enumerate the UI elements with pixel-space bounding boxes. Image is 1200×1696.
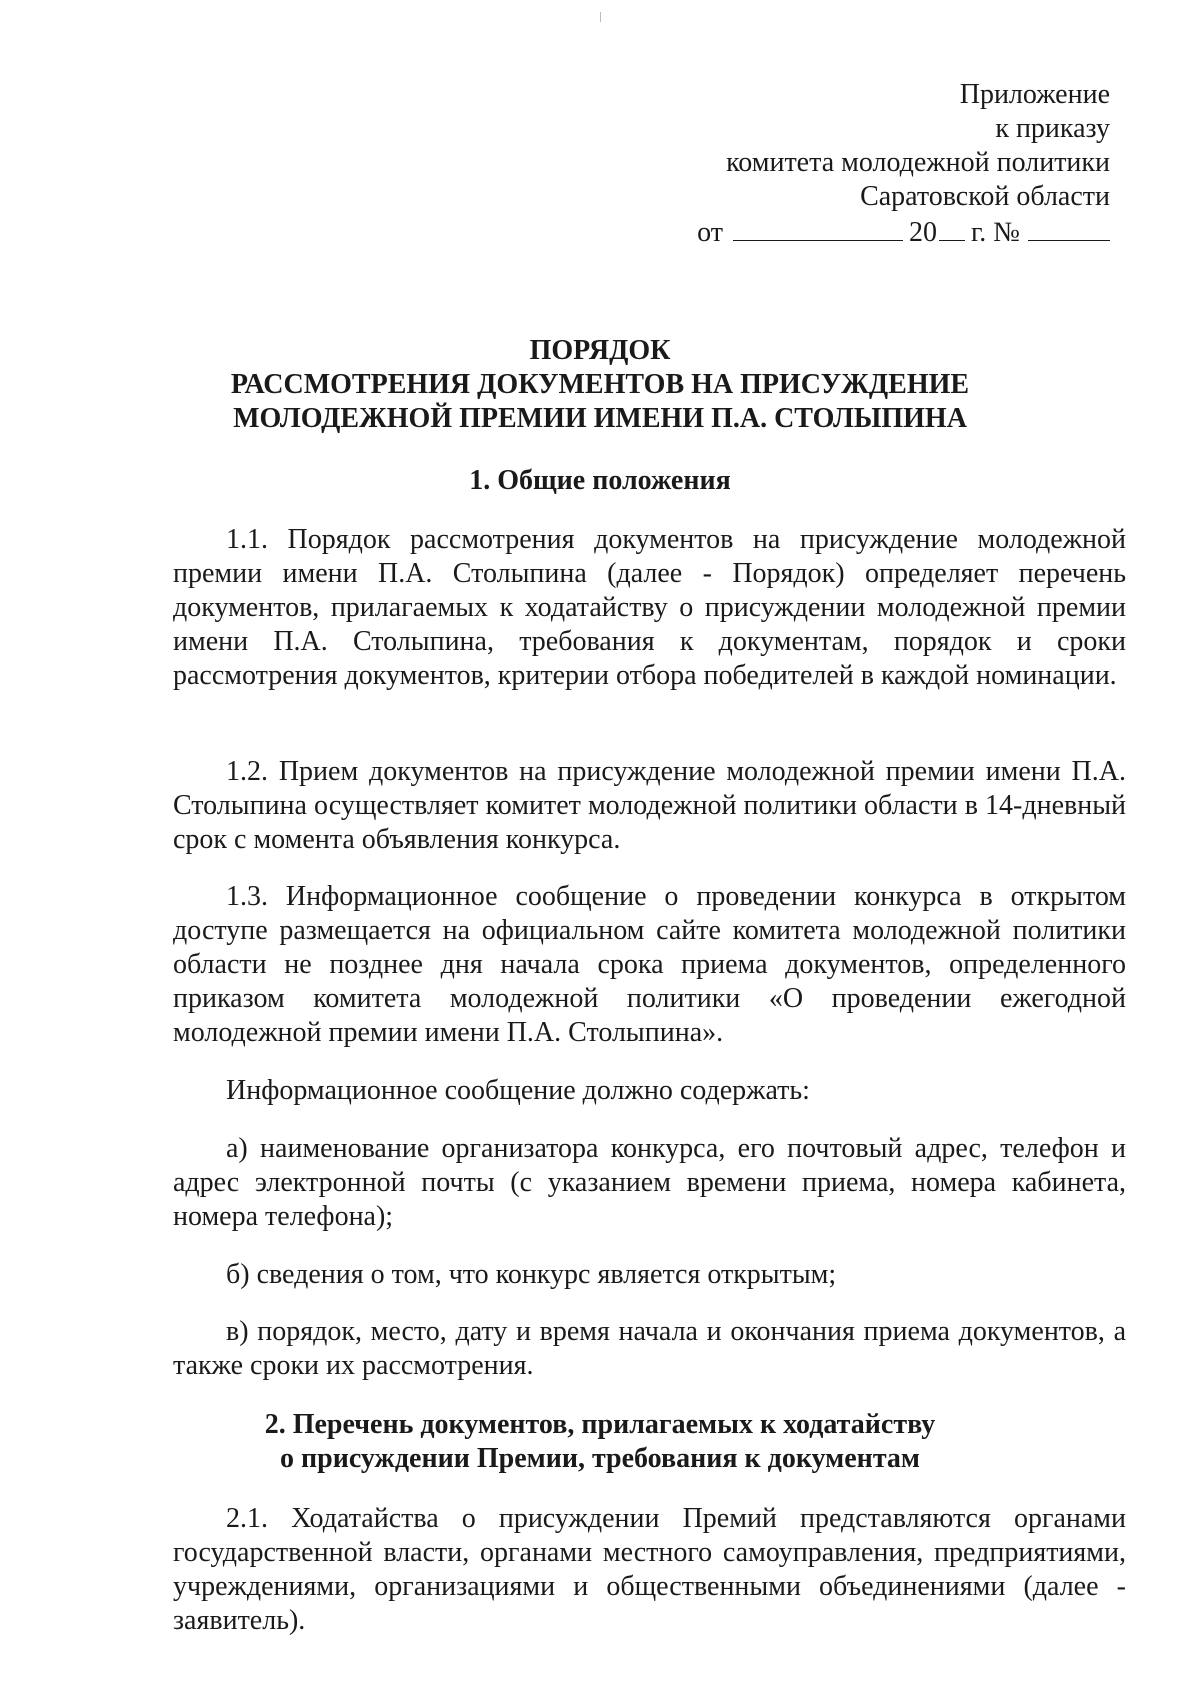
section-2-heading [0,1408,1200,1476]
number-blank [1028,214,1110,241]
paragraph-1-3: 1.3. Информационное сообщение о проведении конкурса в открытом доступе размещается на официальном сайте комитета молодежной политики области не позднее дня начала срока приема документов, определенного приказом комитета молодежной политики «О проведении ежегодной молодежной премии имени П.А. Столыпина». [173,881,1126,1048]
section-2-heading-line-2: о присуждении Премии, требования к документам [280,1443,920,1474]
title-line-2: РАССМОТРЕНИЯ ДОКУМЕНТОВ НА ПРИСУЖДЕНИЕ [230,369,970,400]
header-date-line [697,214,1110,250]
document-title [0,334,1200,436]
date-blank [733,214,903,241]
date-from-label: от [697,217,723,248]
list-item-b: б) сведения о том, что конкурс является открытым; [226,1259,837,1290]
title-line-1: ПОРЯДОК [529,335,671,366]
paragraph-1-1: 1.1. Порядок рассмотрения документов на присуждение молодежной премии имени П.А. Столыпина (далее - Порядок) определяет перечень документов, прилагаемых к ходатайству о присуждении молодежной премии имени П.А. Столыпина, требования к документам, порядок и сроки рассмотрения документов, критерии отбора победителей в каждой номинации. [173,524,1126,691]
list-item-c: в) порядок, место, дату и время начала и окончания приема документов, а также сроки их рассмотрения. [173,1316,1126,1381]
paragraph-info-message: Информационное сообщение должно содержать: [226,1075,810,1106]
date-year-label: 20 [908,217,937,248]
header-line-committee: комитета молодежной политики [726,147,1110,178]
scan-mark [600,12,601,22]
section-2-heading-line-1: 2. Перечень документов, прилагаемых к ходатайству [264,1409,936,1440]
appendix-header [697,78,1110,250]
list-item-a: а) наименование организатора конкурса, его почтовый адрес, телефон и адрес электронной почты (с указанием времени приема, номера кабинета, номера телефона); [173,1133,1126,1232]
header-line-to-order: к приказу [995,113,1110,144]
paragraph-2-1: 2.1. Ходатайства о присуждении Премий представляются органами государственной власти, органами местного самоуправления, предприятиями, учреждениями, организациями и общественными объединениями (далее - заявитель). [173,1503,1126,1636]
year-blank [939,214,965,241]
header-line-appendix: Приложение [959,79,1110,110]
section-1-heading: 1. Общие положения [469,465,731,496]
number-label: г. № [970,217,1020,248]
paragraph-1-2: 1.2. Прием документов на присуждение молодежной премии имени П.А. Столыпина осуществляет комитет молодежной политики области в 14-дневный срок с момента объявления конкурса. [173,756,1126,855]
title-line-3: МОЛОДЕЖНОЙ ПРЕМИИ ИМЕНИ П.А. СТОЛЫПИНА [233,403,967,434]
header-line-region: Саратовской области [860,181,1110,212]
